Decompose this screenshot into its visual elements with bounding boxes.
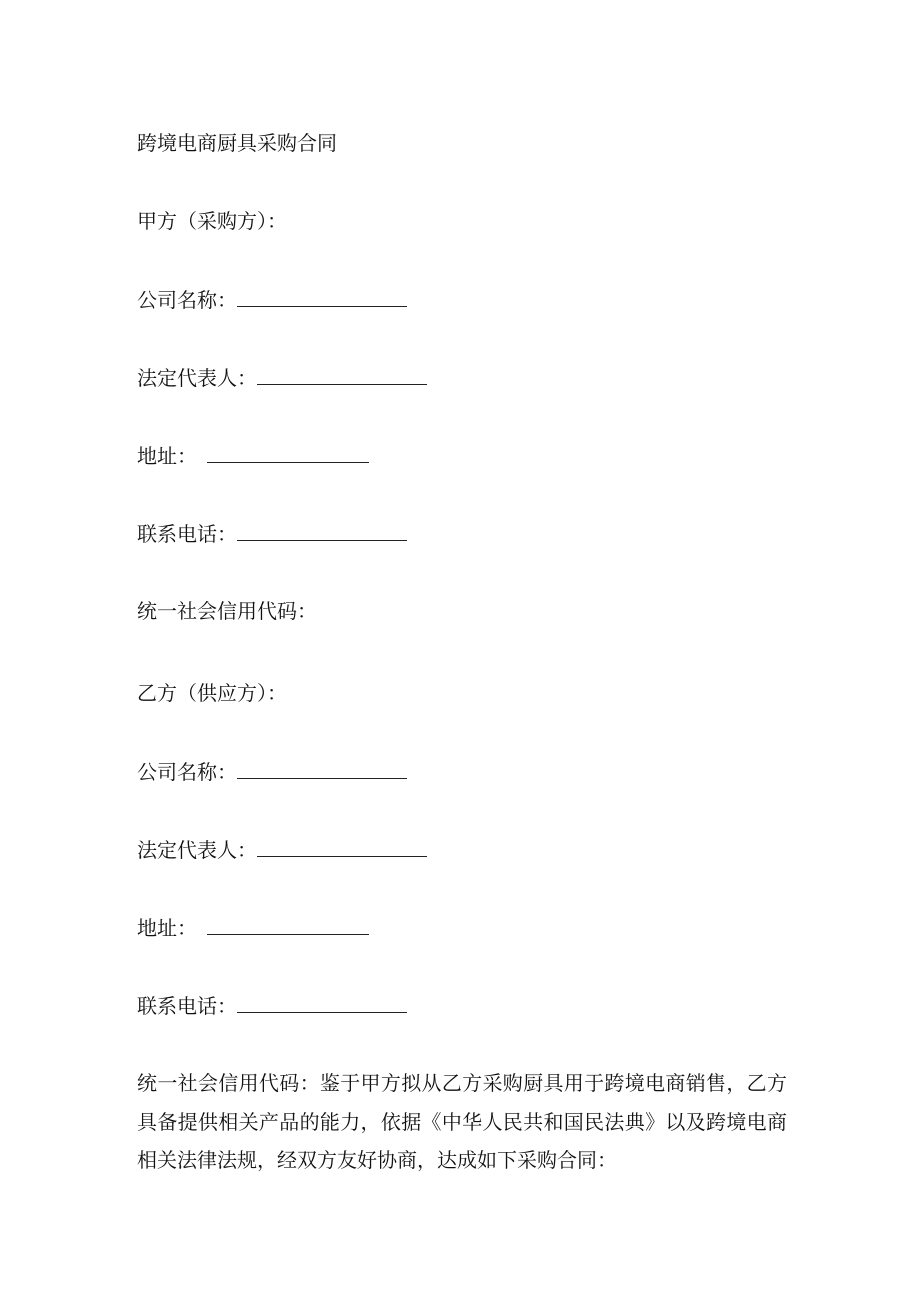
preamble-paragraph: 统一社会信用代码：鉴于甲方拟从乙方采购厨具用于跨境电商销售，乙方具备提供相关产品的能力，依据《中华人民共和国民法典》以及跨境电商相关法律法规，经双方友好协商，达成如下采购合同：: [137, 1071, 787, 1172]
party-a-company-blank: [237, 287, 407, 307]
party-b-address-label: 地址：: [137, 916, 197, 940]
party-b-address-blank: [207, 915, 369, 935]
party-b-company-row: [137, 759, 407, 784]
party-a-phone-blank: [237, 521, 407, 541]
party-a-address-label: 地址：: [137, 444, 197, 468]
party-a-address-blank: [207, 443, 369, 463]
party-a-rep-row: [137, 365, 427, 390]
party-b-address-row: [137, 915, 369, 940]
party-b-phone-label: 联系电话：: [137, 994, 237, 1018]
party-a-company-row: [137, 287, 407, 312]
party-a-company-label: 公司名称：: [137, 288, 237, 312]
party-b-heading: 乙方（供应方）：: [137, 681, 287, 705]
party-a-rep-blank: [257, 365, 427, 385]
party-a-address-row: [137, 443, 369, 468]
party-b-rep-blank: [257, 837, 427, 857]
document-title: 跨境电商厨具采购合同: [137, 131, 337, 155]
party-b-rep-row: [137, 837, 427, 862]
party-b-company-label: 公司名称：: [137, 760, 237, 784]
party-a-phone-label: 联系电话：: [137, 522, 237, 546]
party-a-heading: 甲方（采购方）：: [137, 209, 287, 233]
party-b-phone-row: [137, 993, 407, 1018]
party-a-phone-row: [137, 521, 407, 546]
party-b-phone-blank: [237, 993, 407, 1013]
party-b-company-blank: [237, 759, 407, 779]
party-b-rep-label: 法定代表人：: [137, 838, 257, 862]
party-a-rep-label: 法定代表人：: [137, 366, 257, 390]
party-a-credit-label: 统一社会信用代码：: [137, 599, 317, 623]
